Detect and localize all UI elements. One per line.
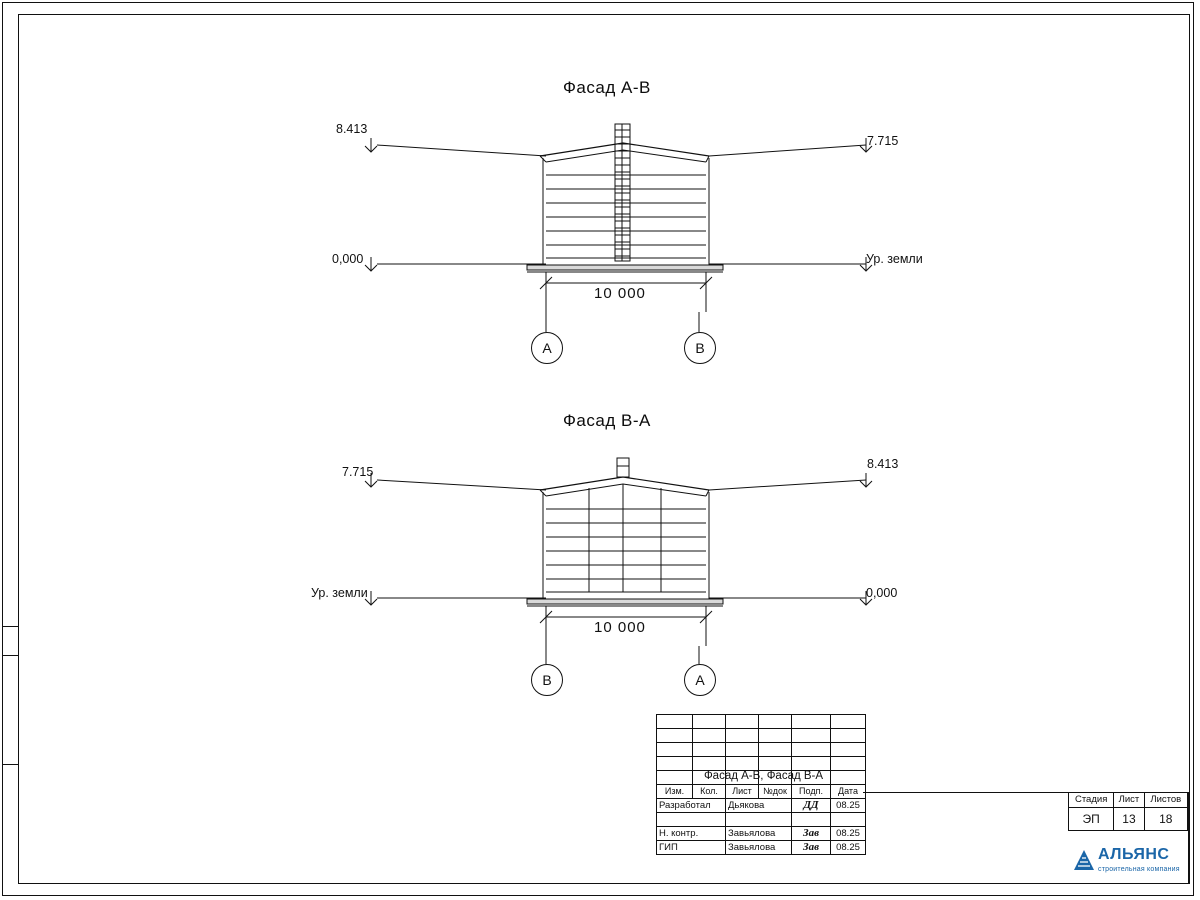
cell-blank [792, 743, 831, 757]
header-sheet: Лист [1114, 793, 1144, 808]
cell-blank [693, 743, 726, 757]
header-izm: Изм. [657, 785, 693, 799]
signature-normcontrol: Зав [792, 827, 831, 841]
cell-blank [657, 743, 693, 757]
role-normcontrol: Н. контр. [657, 827, 726, 841]
signature-developer: ДД [792, 799, 831, 813]
table-row [657, 827, 866, 841]
table-row [657, 799, 866, 813]
header-sheets-total: Листов [1144, 793, 1187, 808]
level-mark-left-2: 7.715 [342, 465, 374, 479]
date-developer: 08.25 [831, 799, 866, 813]
view-title-2: Фасад В-А [563, 411, 651, 430]
header-kol: Кол. [693, 785, 726, 799]
header-list: Лист [726, 785, 759, 799]
company-tagline: строительная компания [1098, 866, 1180, 873]
value-stage: ЭП [1069, 808, 1114, 831]
cell-blank [759, 757, 792, 771]
table-row [657, 841, 866, 855]
level-mark-right-1: 7.715 [867, 134, 899, 148]
ground-mark-right-2: 0,000 [866, 586, 898, 600]
header-stage: Стадия [1069, 793, 1114, 808]
view-title-1: Фасад А-В [563, 78, 651, 97]
cell-blank [657, 729, 693, 743]
header-data: Дата [831, 785, 866, 799]
name-gip: Завьялова [726, 841, 792, 855]
value-sheet: 13 [1114, 808, 1144, 831]
axis-marker-left-1: А [531, 332, 563, 364]
triangle-logo-icon [1072, 848, 1096, 872]
header-podp: Подп. [792, 785, 831, 799]
document-title: Фасад А-В, Фасад В-А [703, 770, 824, 782]
cell-blank [831, 729, 866, 743]
dimension-span-1: 10 000 [594, 285, 646, 302]
axis-marker-right-2: А [684, 664, 716, 696]
cell-blank [657, 715, 693, 729]
company-name: АЛЬЯНС [1098, 846, 1170, 863]
cell-blank [792, 715, 831, 729]
signature-gip: Зав [792, 841, 831, 855]
cell-blank [657, 757, 693, 771]
level-mark-right-2: 8.413 [867, 457, 899, 471]
cell-blank [693, 715, 726, 729]
table-row [657, 715, 866, 729]
cell-blank [831, 813, 866, 827]
date-gip: 08.25 [831, 841, 866, 855]
dimension-span-2: 10 000 [594, 619, 646, 636]
value-sheets-total: 18 [1144, 808, 1187, 831]
company-logo [1068, 844, 1188, 882]
cell-blank [726, 715, 759, 729]
header-ndoc: №док [759, 785, 792, 799]
cell-blank [657, 813, 726, 827]
axis-marker-right-1: В [684, 332, 716, 364]
table-row [657, 729, 866, 743]
name-developer: Дьякова [726, 799, 792, 813]
cell-blank [693, 729, 726, 743]
date-normcontrol: 08.25 [831, 827, 866, 841]
stage-table [1068, 792, 1188, 831]
cell-blank [759, 715, 792, 729]
axis-marker-left-2: В [531, 664, 563, 696]
cell-blank [726, 757, 759, 771]
cell-blank [759, 743, 792, 757]
name-normcontrol: Завьялова [726, 827, 792, 841]
stage-header-row [1069, 793, 1188, 808]
title-block [656, 714, 1188, 882]
level-mark-left-1: 8.413 [336, 122, 368, 136]
cell-blank [831, 743, 866, 757]
table-row [657, 757, 866, 771]
cell-blank [726, 729, 759, 743]
cell-blank [831, 757, 866, 771]
cell-blank [726, 743, 759, 757]
cell-blank [726, 813, 792, 827]
ground-mark-left-2: Ур. земли [311, 586, 368, 600]
cell-blank [792, 813, 831, 827]
cell-blank [759, 729, 792, 743]
table-row [657, 743, 866, 757]
role-gip: ГИП [657, 841, 726, 855]
role-developer: Разработал [657, 799, 726, 813]
cell-blank [792, 729, 831, 743]
stage-value-row [1069, 808, 1188, 831]
table-row [657, 813, 866, 827]
cell-blank [693, 757, 726, 771]
cell-blank [831, 715, 866, 729]
ground-mark-right-1: Ур. земли [866, 252, 923, 266]
cell-blank [792, 757, 831, 771]
ground-mark-left-1: 0,000 [332, 252, 364, 266]
revision-table [656, 714, 866, 855]
table-header-row [657, 785, 866, 799]
